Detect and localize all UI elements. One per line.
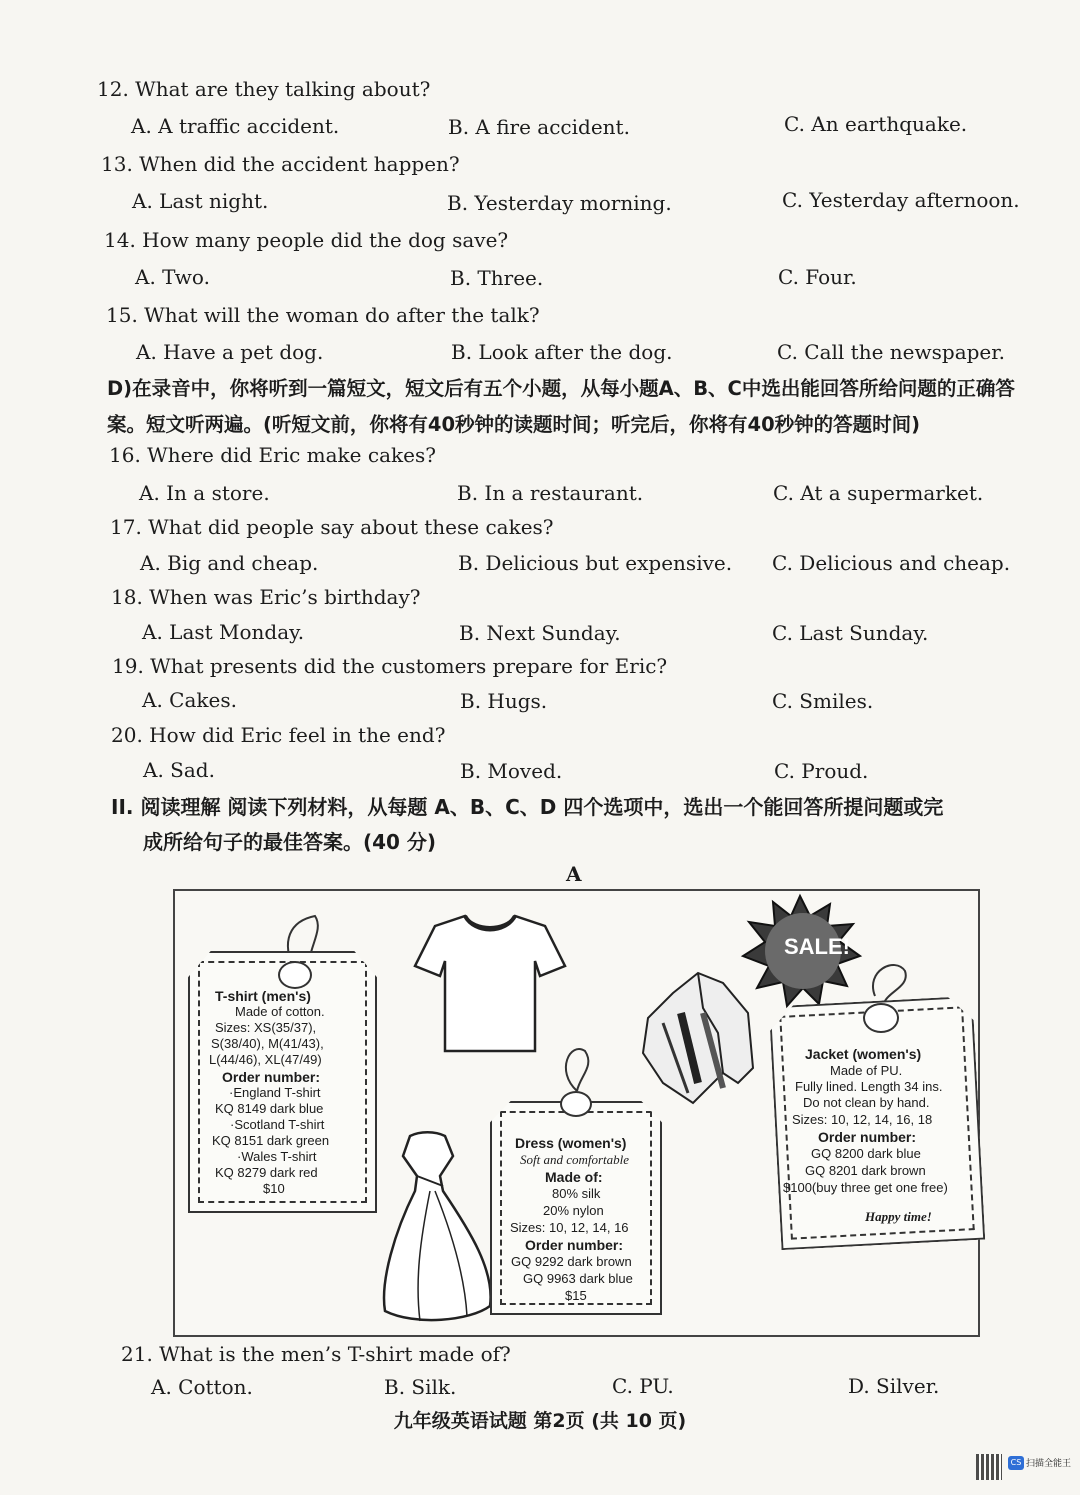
- passage-letter: A: [566, 862, 582, 886]
- question-text: 14. How many people did the dog save?: [104, 228, 509, 252]
- question-text: 13. When did the accident happen?: [101, 152, 460, 176]
- option-b: B. Moved.: [460, 759, 563, 783]
- question-text: 19. What presents did the customers prepare for Eric?: [112, 654, 668, 678]
- question-text: 15. What will the woman do after the talk?: [106, 303, 540, 327]
- option-c: C. At a supermarket.: [773, 481, 984, 505]
- option-a: A. Last night.: [132, 189, 269, 213]
- clothing-advertisement: SALE! T-shirt (men's) Made of cotton. Sizes: XS(35/37), S(38/40), M(41/43), L(44/46), XL(47/49) Order number: ·England T-shirt KQ 8149 dark blue ·Scotland T-shirt KQ 8151 dark green ·Wales T-shirt KQ 8279 dark red $10 Dress (women's) Soft and comfortable Made of: 80% silk 20% nylon Sizes: 10, 12, 14, 16 Order number: GQ 9292 dark brown GQ 9963 dark blue $15 Jacket (women's) Made of PU. Fully lined. Length 34 ins. Do not clean by hand. Sizes: 10, 12, 14, 16, 18 Order number: GQ 8200 dark blue GQ 8201 dark brown $100(buy three get one free) Happy time!: [173, 889, 980, 1337]
- option-c: C. PU.: [612, 1374, 674, 1398]
- option-a: A. Sad.: [143, 758, 215, 782]
- page-footer: 九年级英语试题 第2页 (共 10 页): [393, 1410, 687, 1432]
- option-c: C. An earthquake.: [784, 112, 968, 136]
- option-b: B. Silk.: [384, 1375, 457, 1399]
- option-c: C. Call the newspaper.: [777, 340, 1005, 364]
- option-c: C. Last Sunday.: [772, 621, 929, 645]
- dress-icon: [384, 1132, 491, 1321]
- option-c: C. Proud.: [774, 759, 869, 783]
- section-d-instruction-line2: 案。短文听两遍。(听短文前，你将有40秒钟的读题时间；听完后，你将有40秒钟的答题时间): [107, 413, 921, 436]
- option-b: B. Yesterday morning.: [447, 191, 672, 215]
- option-a: A. In a store.: [139, 481, 270, 505]
- tshirt-icon: [415, 916, 565, 1051]
- jacket-icon: [643, 973, 753, 1103]
- option-b: B. A fire accident.: [448, 115, 630, 139]
- scanner-app-name: 扫描全能王: [1026, 1459, 1072, 1469]
- jacket-tag-hole: [863, 1003, 899, 1033]
- option-a: A. Cakes.: [142, 688, 237, 712]
- option-b: B. Look after the dog.: [451, 340, 673, 364]
- option-c: C. Yesterday afternoon.: [782, 188, 1020, 212]
- dress-tag-hole: [560, 1091, 592, 1117]
- tshirt-tag-hole: [278, 961, 312, 989]
- option-c: C. Four.: [778, 265, 857, 289]
- option-a: A. Have a pet dog.: [136, 340, 324, 364]
- question-text: 20. How did Eric feel in the end?: [111, 723, 446, 747]
- option-a: A. Big and cheap.: [140, 551, 319, 575]
- section-d-instruction-line1: D)在录音中，你将听到一篇短文，短文后有五个小题，从每小题A、B、C中选出能回答所给问题的正确答: [107, 377, 1015, 400]
- scanner-watermark: [976, 1452, 1076, 1486]
- option-c: C. Smiles.: [772, 689, 874, 713]
- option-a: A. Two.: [135, 265, 210, 289]
- question-text: 12. What are they talking about?: [97, 77, 431, 101]
- option-d: D. Silver.: [848, 1374, 940, 1398]
- option-a: A. Last Monday.: [142, 620, 305, 644]
- question-text: 16. Where did Eric make cakes?: [109, 443, 436, 467]
- cs-logo-icon: CS: [1008, 1456, 1024, 1470]
- section-ii-instruction: 成所给句子的最佳答案。(40 分): [143, 830, 437, 854]
- option-b: B. Hugs.: [460, 689, 548, 713]
- qr-code-icon: [976, 1454, 1002, 1480]
- option-b: B. Three.: [450, 266, 544, 290]
- option-b: B. In a restaurant.: [457, 481, 644, 505]
- section-ii-heading: II. 阅读理解 阅读下列材料，从每题 A、B、C、D 四个选项中，选出一个能回答所提问题或完: [111, 795, 944, 819]
- question-text: 17. What did people say about these cakes?: [110, 515, 554, 539]
- option-c: C. Delicious and cheap.: [772, 551, 1011, 575]
- question-text: 18. When was Eric’s birthday?: [111, 585, 421, 609]
- jacket-tag-string: [873, 965, 906, 1001]
- sale-label: SALE!: [784, 934, 850, 959]
- option-b: B. Delicious but expensive.: [458, 551, 733, 575]
- option-b: B. Next Sunday.: [459, 621, 621, 645]
- question-text: 21. What is the men’s T-shirt made of?: [121, 1342, 511, 1366]
- option-a: A. Cotton.: [151, 1375, 253, 1399]
- dress-tag-string: [566, 1049, 588, 1091]
- option-a: A. A traffic accident.: [131, 114, 340, 138]
